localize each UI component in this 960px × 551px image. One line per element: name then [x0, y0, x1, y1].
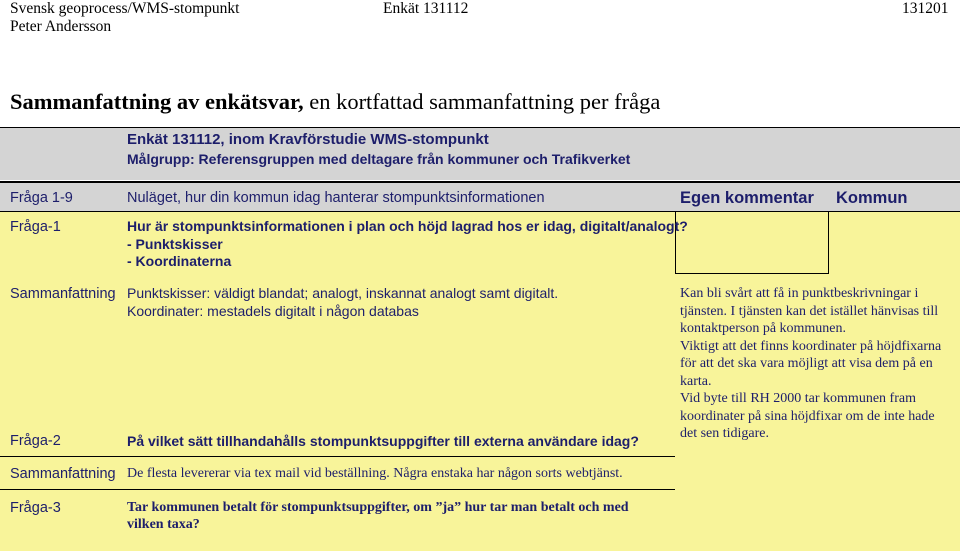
q3-question-line-2: vilken taxa?: [127, 517, 200, 532]
table-body-top-rule: [0, 211, 960, 212]
q2-label: Fråga-2: [10, 433, 61, 449]
header-date: 131201: [902, 0, 949, 17]
q1-label: Fråga-1: [10, 219, 61, 235]
table-header-comment: Egen kommentar: [680, 189, 814, 207]
page-title-bold: Sammanfattning av enkätsvar,: [10, 89, 304, 114]
header-survey: Enkät 131112: [383, 0, 469, 17]
q3-question-line-1: Tar kommunen betalt för stompunktsuppgifter, om ”ja” hur tar man betalt och med: [127, 500, 629, 515]
s1-comment-line-8: koordinater på sina höjdfixar om de inte hade: [680, 408, 935, 424]
q1-question-line-2: - Punktskisser: [127, 235, 223, 252]
table-header-topic: Nuläget, hur din kommun idag hanterar stompunktsinformationen: [127, 190, 545, 206]
s1-comment-line-6: karta.: [680, 373, 712, 389]
s1-summary: [127, 285, 558, 320]
s1-summary-line-2: Koordinater: mestadels digitalt i någon databas: [127, 302, 419, 319]
s1-comment-line-3: kontaktperson på kommunen.: [680, 321, 847, 336]
s1-comment-line-4: Viktigt att det finns koordinater på höjdfixarna: [680, 338, 942, 354]
q2-question: På vilket sätt tillhandahålls stompunktsuppgifter till externa användare idag?: [127, 433, 639, 449]
page-title-rest: en kortfattad sammanfattning per fråga: [303, 89, 661, 114]
q3-label: Fråga-3: [10, 500, 61, 516]
q1-comment-cell-bottom-rule: [675, 273, 829, 274]
intro-title: Enkät 131112, inom Kravförstudie WMS-stompunkt: [127, 131, 489, 148]
s1-comment: [680, 285, 941, 443]
table-header-municipality: Kommun: [836, 189, 908, 207]
q1-question-line-3: - Koordinaterna: [127, 253, 232, 269]
s2-label: Sammanfattning: [10, 466, 116, 482]
s1-comment-line-1: Kan bli svårt att få in punktbeskrivningar i: [680, 286, 919, 301]
table-header-top-rule: [0, 181, 960, 183]
intro-top-rule: [0, 127, 960, 128]
s1-comment-line-7: Vid byte till RH 2000 tar kommunen fram: [680, 391, 916, 406]
page-title: [10, 88, 660, 116]
intro-target-group: Målgrupp: Referensgruppen med deltagare från kommuner och Trafikverket: [127, 151, 631, 167]
s1-label: Sammanfattning: [10, 286, 116, 302]
q3-question: [127, 499, 629, 533]
q1-question-line-1: Hur är stompunktsinformationen i plan och höjd lagrad hos er idag, digitalt/analogt?: [127, 218, 688, 234]
s1-comment-line-9: det sen tidigare.: [680, 426, 770, 441]
s1-comment-line-2: tjänsten. I tjänsten kan det istället hänvisas till: [680, 303, 939, 319]
s2-bottom-rule: [0, 489, 675, 490]
table-header-questions: Fråga 1-9: [10, 190, 73, 206]
q2-bottom-rule: [0, 456, 675, 457]
s1-summary-line-1: Punktskisser: väldigt blandat; analogt, inskannat analogt samt digitalt.: [127, 285, 559, 301]
s1-comment-line-5: för att det ska vara möjligt att visa dem på en: [680, 356, 933, 371]
header-project: Svensk geoprocess/WMS-stompunkt: [10, 0, 240, 17]
municipality-column-divider-q1: [828, 212, 829, 274]
header-author: Peter Andersson: [10, 18, 112, 35]
s2-summary: De flesta levererar via tex mail vid beställning. Några enstaka har någon sorts webtjänst.: [127, 466, 623, 481]
q1-question: [127, 218, 688, 271]
